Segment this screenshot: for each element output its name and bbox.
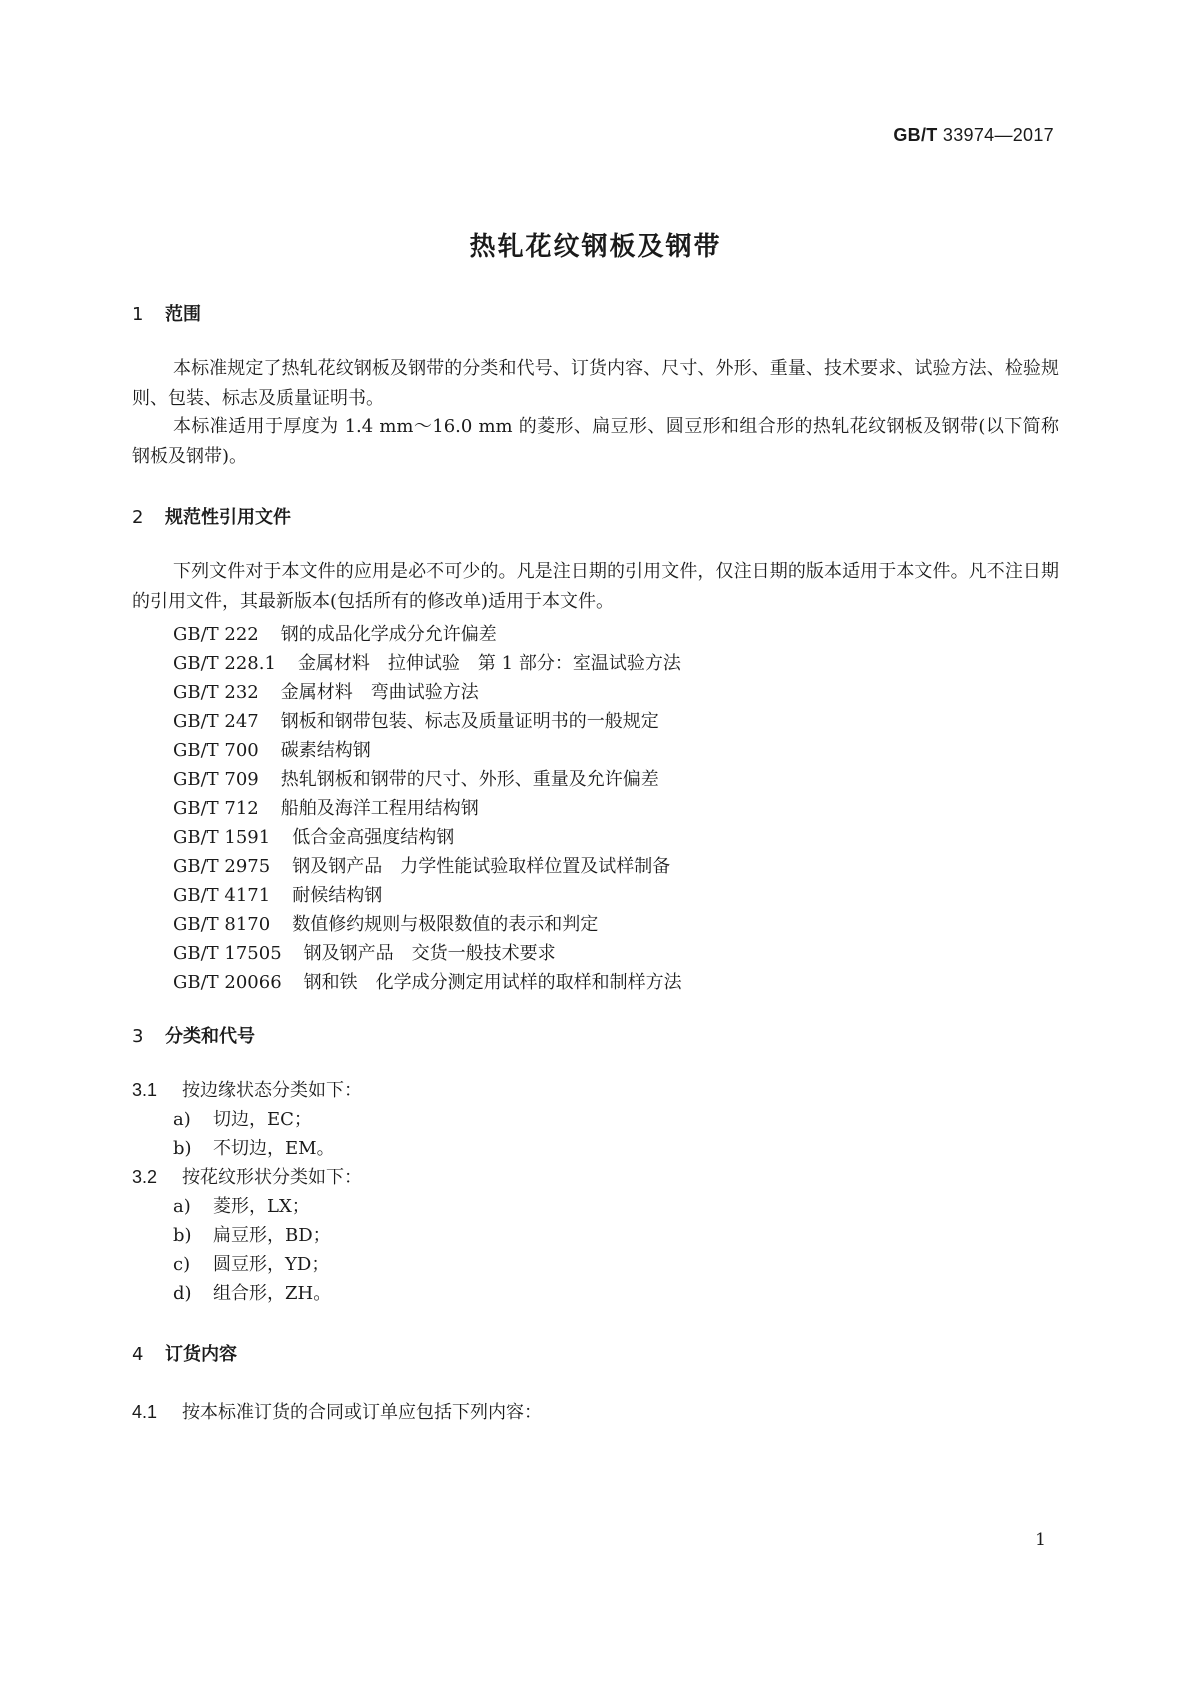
reference-item: [173, 939, 556, 965]
scope-paragraph-2: 本标准适用于厚度为 1.4 mm～16.0 mm 的菱形、扁豆形、圆豆形和组合形的热轧花纹钢板及钢带(以下简称钢板及钢带)。: [132, 416, 1059, 467]
reference-code: GB/T 709: [173, 769, 259, 790]
reference-title: 钢及钢产品 力学性能试验取样位置及试样制备: [292, 856, 671, 877]
reference-title: 钢及钢产品 交货一般技术要求: [303, 943, 556, 964]
reference-code: GB/T 8170: [173, 914, 271, 935]
list-marker: b): [173, 1138, 192, 1159]
list-text: 圆豆形，YD；: [213, 1254, 330, 1275]
clause-number: 3.1: [132, 1080, 158, 1100]
section-heading-classification: [132, 1022, 255, 1048]
list-marker: b): [173, 1225, 192, 1246]
list-marker: d): [173, 1283, 192, 1304]
reference-title: 船舶及海洋工程用结构钢: [280, 798, 479, 819]
section-number: 4: [132, 1344, 144, 1365]
reference-item: [173, 852, 670, 878]
list-item: [173, 1192, 310, 1218]
document-title: 热轧花纹钢板及钢带: [469, 232, 722, 262]
reference-code: GB/T 247: [173, 711, 259, 732]
reference-item: [173, 968, 682, 994]
list-text: 组合形，ZH。: [213, 1283, 332, 1304]
reference-code: GB/T 20066: [173, 972, 282, 993]
reference-item: [173, 794, 479, 820]
standard-number: [893, 125, 1054, 146]
reference-title: 钢的成品化学成分允许偏差: [280, 624, 497, 645]
reference-code: GB/T 2975: [173, 856, 271, 877]
reference-code: GB/T 228.1: [173, 653, 276, 674]
clause-number: 3.2: [132, 1167, 158, 1187]
section-number: 2: [132, 507, 144, 528]
reference-title: 碳素结构钢: [280, 740, 371, 761]
reference-title: 数值修约规则与极限数值的表示和判定: [292, 914, 599, 935]
section-title: 规范性引用文件: [165, 507, 291, 528]
standard-prefix: GB/T: [893, 125, 938, 145]
clause-text: 按边缘状态分类如下：: [182, 1080, 362, 1101]
reference-title: 低合金高强度结构钢: [292, 827, 455, 848]
list-item: [173, 1105, 312, 1131]
section-title: 订货内容: [165, 1344, 237, 1365]
reference-title: 耐候结构钢: [292, 885, 383, 906]
clause-text: 按本标准订货的合同或订单应包括下列内容：: [182, 1402, 542, 1423]
list-text: 切边，EC；: [213, 1109, 312, 1130]
scope-paragraph-1: 本标准规定了热轧花纹钢板及钢带的分类和代号、订货内容、尺寸、外形、重量、技术要求、试验方法、检验规则、包装、标志及质量证明书。: [132, 358, 1059, 409]
reference-item: [173, 736, 371, 762]
list-text: 菱形，LX；: [213, 1196, 310, 1217]
reference-item: [173, 678, 479, 704]
reference-title: 金属材料 拉伸试验 第 1 部分：室温试验方法: [297, 653, 681, 674]
standard-code: 33974—2017: [942, 125, 1054, 145]
reference-item: [173, 765, 659, 791]
list-marker: c): [173, 1254, 191, 1275]
clause-number: 4.1: [132, 1402, 158, 1422]
reference-code: GB/T 712: [173, 798, 259, 819]
reference-title: 热轧钢板和钢带的尺寸、外形、重量及允许偏差: [280, 769, 659, 790]
reference-item: [173, 881, 382, 907]
reference-code: GB/T 232: [173, 682, 259, 703]
section-heading-normative-references: [132, 503, 291, 529]
list-item: [173, 1134, 335, 1160]
reference-code: GB/T 1591: [173, 827, 271, 848]
clause-3-1: [132, 1076, 362, 1102]
normative-intro-paragraph: 下列文件对于本文件的应用是必不可少的。凡是注日期的引用文件，仅注日期的版本适用于本文件。凡不注日期的引用文件，其最新版本(包括所有的修改单)适用于本文件。: [132, 561, 1059, 612]
section-heading-ordering: [132, 1340, 237, 1366]
reference-item: [173, 823, 454, 849]
clause-3-2: [132, 1163, 362, 1189]
reference-code: GB/T 700: [173, 740, 259, 761]
clause-4-1: [132, 1398, 542, 1424]
reference-item: [173, 620, 497, 646]
reference-item: [173, 649, 681, 675]
section-title: 分类和代号: [165, 1026, 255, 1047]
list-text: 不切边，EM。: [213, 1138, 335, 1159]
reference-title: 钢板和钢带包装、标志及质量证明书的一般规定: [280, 711, 659, 732]
section-number: 3: [132, 1026, 144, 1047]
list-item: [173, 1221, 331, 1247]
reference-item: [173, 910, 598, 936]
section-title: 范围: [165, 304, 201, 325]
section-heading-scope: [132, 300, 201, 326]
reference-code: GB/T 17505: [173, 943, 282, 964]
reference-code: GB/T 222: [173, 624, 259, 645]
list-item: [173, 1250, 329, 1276]
section-number: 1: [132, 304, 144, 325]
list-marker: a): [173, 1196, 191, 1217]
reference-code: GB/T 4171: [173, 885, 271, 906]
list-item: [173, 1279, 331, 1305]
list-marker: a): [173, 1109, 191, 1130]
reference-title: 钢和铁 化学成分测定用试样的取样和制样方法: [303, 972, 682, 993]
list-text: 扁豆形，BD；: [213, 1225, 331, 1246]
clause-text: 按花纹形状分类如下：: [182, 1167, 362, 1188]
reference-item: [173, 707, 659, 733]
page-number: 1: [1035, 1530, 1046, 1550]
reference-title: 金属材料 弯曲试验方法: [280, 682, 479, 703]
